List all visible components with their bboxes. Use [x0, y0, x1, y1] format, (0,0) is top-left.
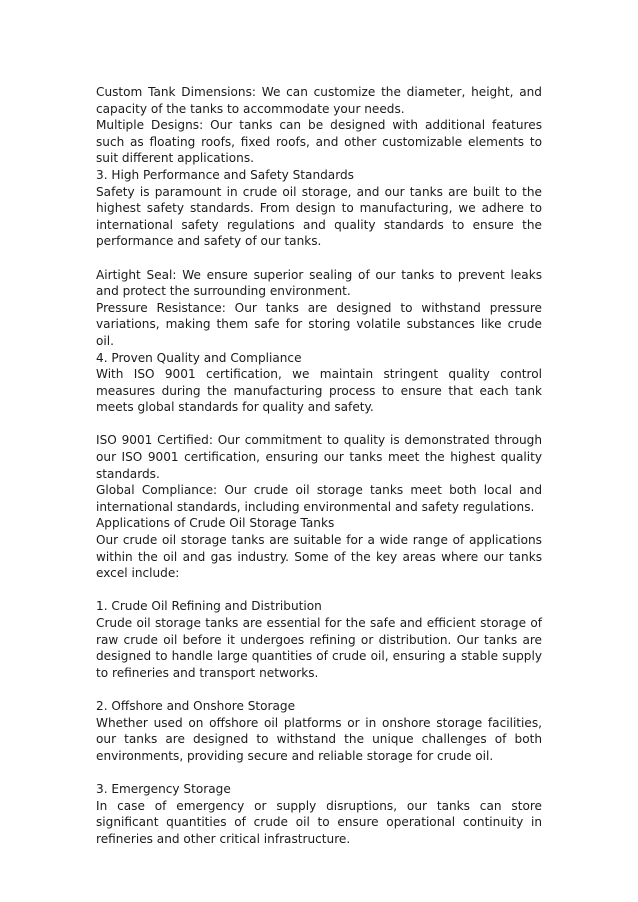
paragraph: Crude oil storage tanks are essential for the safe and efficient storage of raw crude oil before it undergoes refining or distribution. Our tanks are designed to handle large quantities of crude oil, ensuring a stable supply to refineries and transport networks. — [96, 616, 542, 680]
paragraph: 3. High Performance and Safety Standards — [96, 167, 354, 182]
paragraph: 3. Emergency Storage — [96, 781, 231, 796]
paragraph: Applications of Crude Oil Storage Tanks — [96, 516, 335, 531]
paragraph: Safety is paramount in crude oil storage, and our tanks are built to the highest safety standards. From design to manufacturing, we adhere to international safety regulations and quality standards to ensure the performance and safety of our tanks. — [96, 184, 542, 249]
paragraph: Pressure Resistance: Our tanks are designed to withstand pressure variations, making them safe for storing volatile substances like crude oil. — [96, 300, 542, 348]
paragraph: 1. Crude Oil Refining and Distribution — [96, 599, 322, 614]
document-page — [96, 84, 542, 847]
paragraph: 2. Offshore and Onshore Storage — [96, 698, 296, 713]
paragraph: Whether used on offshore oil platforms or in onshore storage facilities, our tanks are designed to withstand the unique challenges of both environments, providing secure and reliable storage for crude oil. — [96, 715, 542, 763]
paragraph: 4. Proven Quality and Compliance — [96, 350, 302, 365]
paragraph: In case of emergency or supply disruptions, our tanks can store significant quantities of crude oil to ensure operational continuity in refineries and other critical infrastructure. — [96, 798, 542, 846]
paragraph: Our crude oil storage tanks are suitable for a wide range of applications within the oil and gas industry. Some of the key areas where our tanks excel include: — [96, 533, 542, 581]
paragraph: ISO 9001 Certified: Our commitment to quality is demonstrated through our ISO 9001 certification, ensuring our tanks meet the highest quality standards. — [96, 433, 542, 481]
paragraph-spacer — [96, 681, 542, 698]
paragraph: Multiple Designs: Our tanks can be designed with additional features such as floating roofs, fixed roofs, and other customizable elements to suit different applications. — [96, 118, 542, 166]
paragraph-spacer — [96, 582, 542, 599]
paragraph: Airtight Seal: We ensure superior sealing of our tanks to prevent leaks and protect the surrounding environment. — [96, 267, 542, 299]
paragraph: Custom Tank Dimensions: We can customize the diameter, height, and capacity of the tanks to accommodate your needs. — [96, 85, 542, 116]
paragraph: Global Compliance: Our crude oil storage tanks meet both local and international standards, including environmental and safety regulations. — [96, 483, 542, 514]
paragraph: With ISO 9001 certification, we maintain stringent quality control measures during the manufacturing process to ensure that each tank meets global standards for quality and safety. — [96, 367, 542, 415]
paragraph-spacer — [96, 764, 542, 781]
paragraph-spacer — [96, 416, 542, 433]
paragraph-spacer — [96, 250, 542, 267]
